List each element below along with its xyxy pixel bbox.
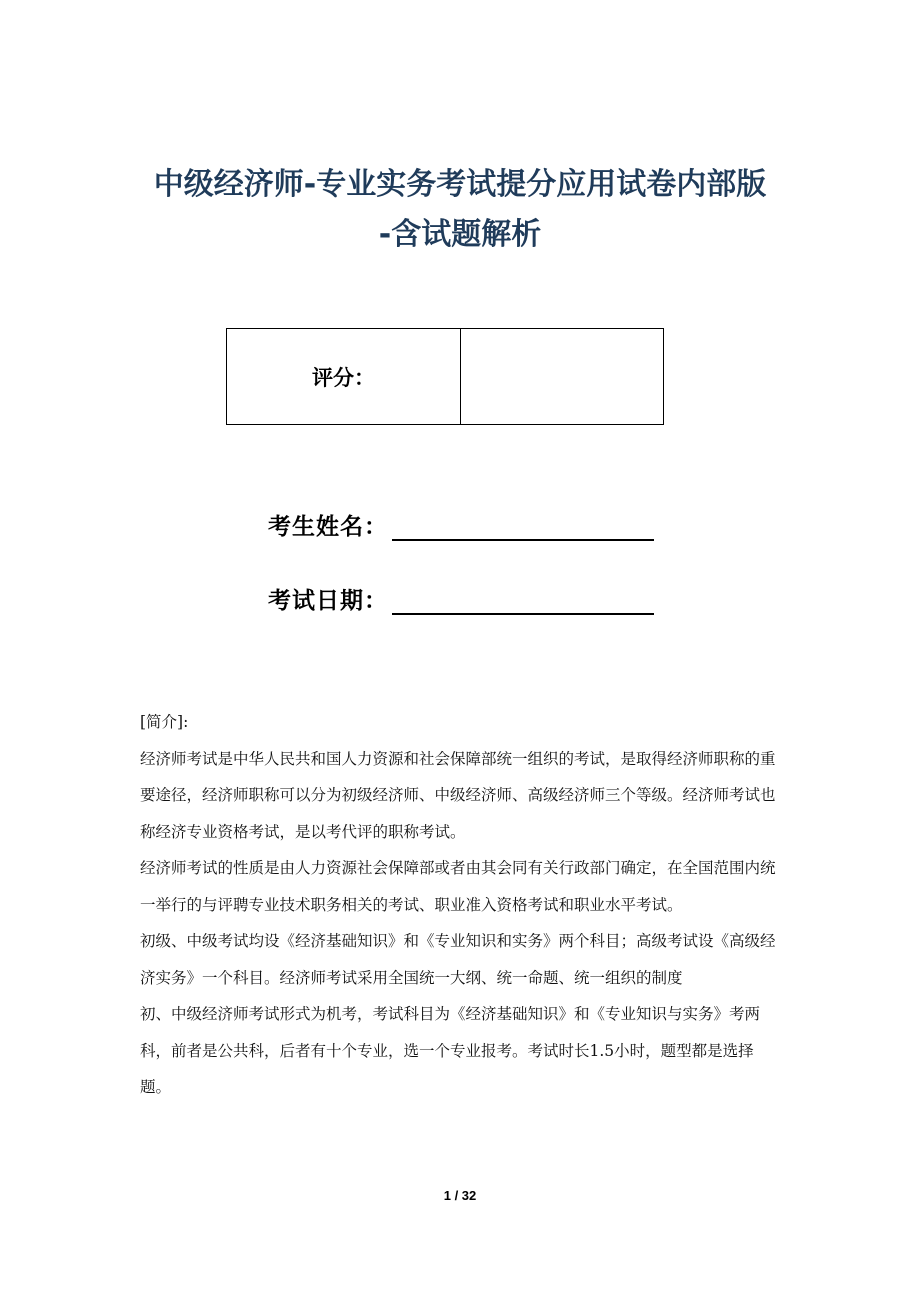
intro-paragraph: 初级、中级考试均设《经济基础知识》和《专业知识和实务》两个科目；高级考试设《高级经济实务》一个科目。经济师考试采用全国统一大纲、统一命题、统一组织的制度 (140, 932, 776, 987)
document-title-line-2: -含试题解析 (378, 217, 542, 252)
candidate-name-field (268, 508, 654, 541)
document-title-line-1: 中级经济师-专业实务考试提分应用试卷内部版 (153, 167, 767, 202)
intro-paragraph: 经济师考试的性质是由人力资源社会保障部或者由其会同有关行政部门确定，在全国范围内统一举行的与评聘专业技术职务相关的考试、职业准入资格考试和职业水平考试。 (140, 859, 776, 914)
exam-date-field (268, 582, 654, 615)
intro-paragraph: 经济师考试是中华人民共和国人力资源和社会保障部统一组织的考试，是取得经济师职称的重要途径，经济师职称可以分为初级经济师、中级经济师、高级经济师三个等级。经济师考试也称经济专业资格考试，是以考代评的职称考试。 (140, 749, 776, 841)
document-title (0, 160, 920, 260)
exam-date-blank (392, 589, 654, 615)
score-table (226, 328, 664, 425)
exam-date-label: 考试日期： (268, 588, 388, 614)
candidate-name-blank (392, 515, 654, 541)
intro-paragraph: 初、中级经济师考试形式为机考，考试科目为《经济基础知识》和《专业知识与实务》考两科，前者是公共科，后者有十个专业，选一个专业报考。考试时长1.5小时，题型都是选择题。 (140, 1005, 761, 1096)
page-number: 1 / 32 (443, 1188, 477, 1203)
intro-heading: [简介]: (140, 713, 189, 731)
score-value-cell (461, 329, 663, 424)
intro-section (140, 704, 780, 1106)
candidate-name-label: 考生姓名： (268, 514, 388, 540)
score-label: 评分： (227, 329, 461, 424)
